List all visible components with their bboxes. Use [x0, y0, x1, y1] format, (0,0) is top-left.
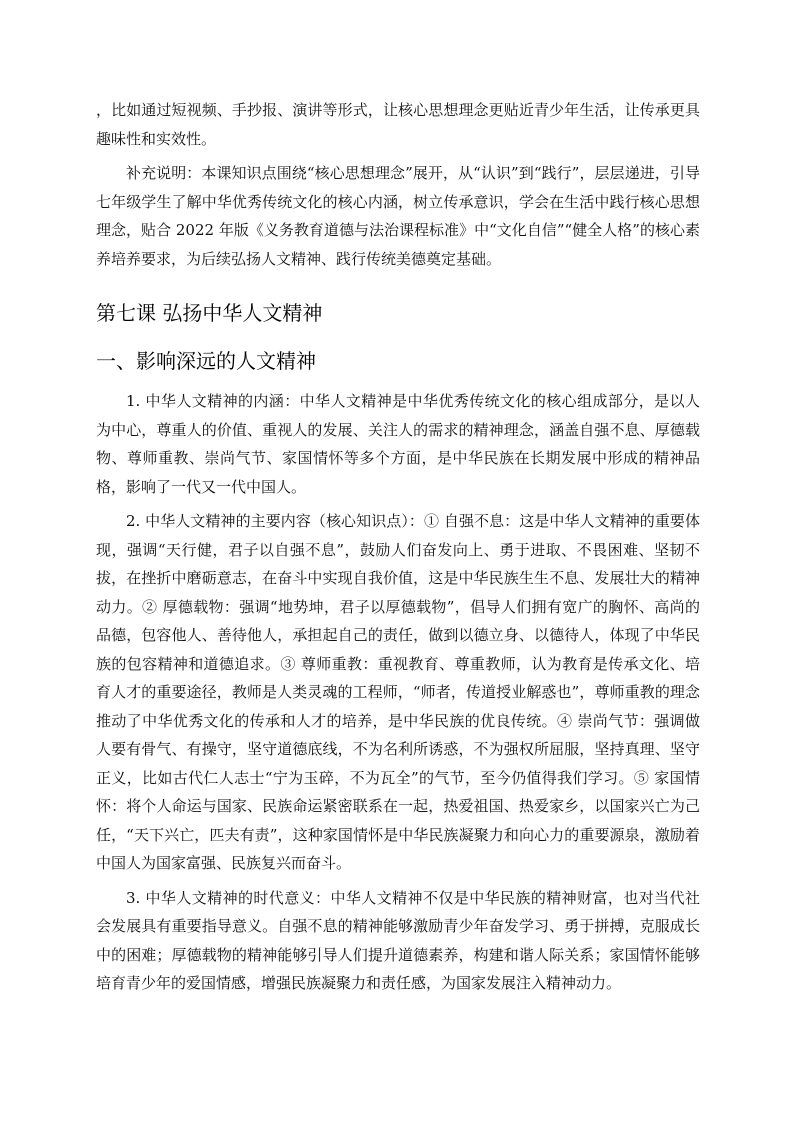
point-3-paragraph: 3. 中华人文精神的时代意义：中华人文精神不仅是中华民族的精神财富，也对当代社会发展具有重要指导意义。自强不息的精神能够激励青少年奋发学习、勇于拼搏，克服成长中的困难；厚德载物的精神能够引导人们提升道德素养，构建和谐人际关系；家国情怀能够培育青少年的爱国情感，增强民族凝聚力和责任感，为国家发展注入精神动力。: [96, 888, 700, 992]
page-content: [96, 96, 700, 998]
continuation-paragraph: ，比如通过短视频、手抄报、演讲等形式，让核心思想理念更贴近青少年生活，让传承更具趣味性和实效性。: [96, 101, 700, 148]
supplement-paragraph: 补充说明：本课知识点围绕“核心思想理念”展开，从“认识”到“践行”，层层递进，引导七年级学生了解中华优秀传统文化的核心内涵，树立传承意识，学会在生活中践行核心思想理念，贴合 2022 年版《义务教育道德与法治课程标准》中“文化自信”“健全人格”的核心素养培养要求，为后续弘扬人文精神、践行传统美德奠定基础。: [96, 164, 700, 268]
lesson-title: 第七课 弘扬中华人文精神: [96, 301, 323, 325]
point-2-paragraph: 2. 中华人文精神的主要内容（核心知识点）：① 自强不息：这是中华人文精神的重要体现，强调“天行健，君子以自强不息”，鼓励人们奋发向上、勇于进取、不畏困难、坚韧不拔，在挫折中磨砺意志，在奋斗中实现自我价值，这是中华民族生生不息、发展壮大的精神动力。② 厚德载物：强调“地势坤，君子以厚德载物”，倡导人们拥有宽广的胸怀、高尚的品德，包容他人、善待他人，承担起自己的责任，做到以德立身、以德待人，体现了中华民族的包容精神和道德追求。③ 尊师重教：重视教育、尊重教师，认为教育是传承文化、培育人才的重要途径，教师是人类灵魂的工程师，“师者，传道授业解惑也”，尊师重教的理念推动了中华优秀文化的传承和人才的培养，是中华民族的优良传统。④ 崇尚气节：强调做人要有骨气、有操守，坚守道德底线，不为名利所诱惑，不为强权所屈服，坚持真理、坚守正义，比如古代仁人志士“宁为玉碎，不为瓦全”的气节，至今仍值得我们学习。⑤ 家国情怀：将个人命运与国家、民族命运紧密联系在一起，热爱祖国、热爱家乡，以国家兴亡为己任，“天下兴亡，匹夫有责”，这种家国情怀是中华民族凝聚力和向心力的重要源泉，激励着中国人为国家富强、民族复兴而奋斗。: [96, 512, 700, 872]
point-1-paragraph: 1. 中华人文精神的内涵：中华人文精神是中华优秀传统文化的核心组成部分，是以人为中心，尊重人的价值、重视人的发展、关注人的需求的精神理念，涵盖自强不息、厚德载物、尊师重教、崇尚气节、家国情怀等多个方面，是中华民族在长期发展中形成的精神品格，影响了一代又一代中国人。: [96, 392, 700, 496]
section-title: 一、影响深远的人文精神: [96, 349, 316, 373]
